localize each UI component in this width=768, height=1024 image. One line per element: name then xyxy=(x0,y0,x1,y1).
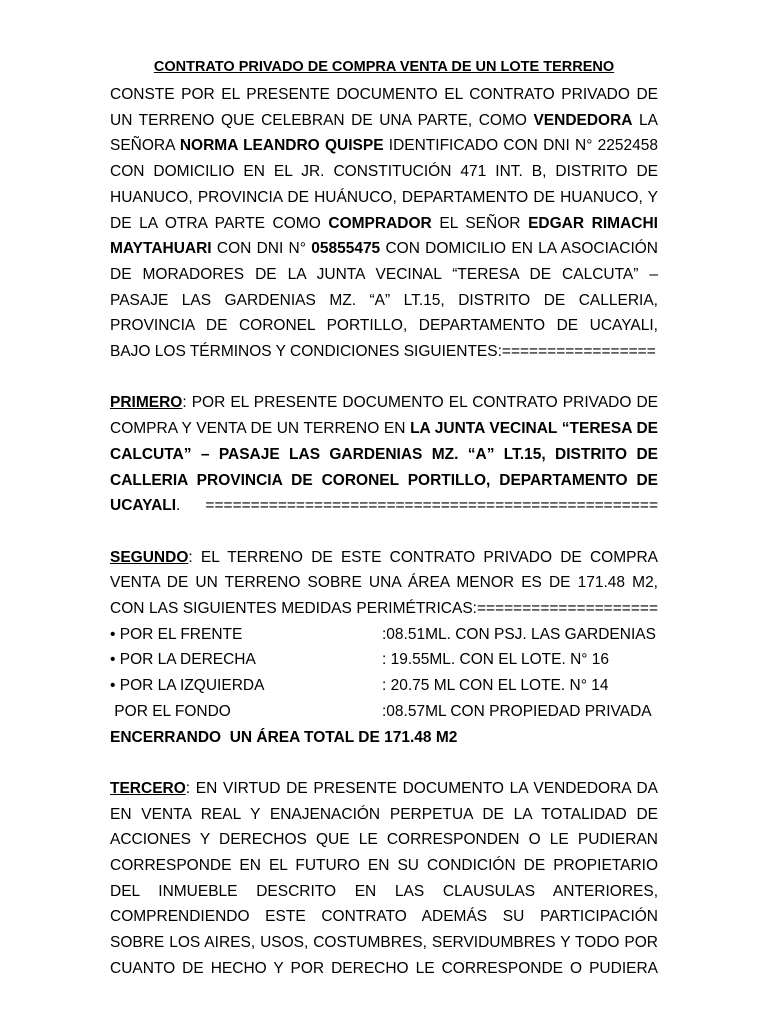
measure-row xyxy=(110,622,658,648)
clause-primero xyxy=(110,390,658,519)
clause-segundo xyxy=(110,545,658,622)
measure-row xyxy=(110,647,658,673)
spacer xyxy=(110,519,658,545)
measure-value: :08.51ML. CON PSJ. LAS GARDENIAS xyxy=(382,625,656,643)
measure-row xyxy=(110,673,658,699)
clause-primero-text-2: . ================================================== xyxy=(176,497,658,515)
intro-text-4: EL SEÑOR xyxy=(431,214,529,232)
intro-text-6: CON DOMICILIO EN LA ASOCIACIÓN DE MORADORES DE LA JUNTA VECINAL “TERESA DE CALCUTA” – PASAJE LAS GARDENIAS MZ. “A” LT.15, DISTRITO DE CALLERIA, PROVINCIA DE CORONEL PORTILLO, DEPARTAMENTO DE UCAYALI, BAJO LOS TÉRMINOS Y CONDICIONES SIGUIENTES:================= xyxy=(110,240,658,361)
measure-label: • POR LA DERECHA xyxy=(110,651,256,669)
measure-label: • POR EL FRENTE xyxy=(110,625,243,643)
property-location: LA JUNTA VECINAL “TERESA DE CALCUTA” – PASAJE LAS GARDENIAS MZ. “A” LT.15, DISTRITO DE CALLERIA PROVINCIA DE CORONEL PORTILLO, DEPARTAMENTO DE UCAYALI xyxy=(110,420,658,515)
clause-segundo-heading: SEGUNDO xyxy=(110,548,189,566)
clause-tercero-heading: TERCERO xyxy=(110,779,186,797)
intro-text-3: IDENTIFICADO CON DNI N° 2252458 CON DOMICILIO EN EL JR. CONSTITUCIÓN 471 INT. B, DISTRITO DE HUANUCO, PROVINCIA DE HUÁNUCO, DEPARTAMENTO DE HUANUCO, Y DE LA OTRA PARTE COMO xyxy=(110,137,658,232)
intro-text-2: LA SEÑORA xyxy=(110,111,658,155)
clause-tercero-text-1: : EN VIRTUD DE PRESENTE DOCUMENTO LA VENDEDORA DA EN VENTA REAL Y ENAJENACIÓN PERPETUA DE LA TOTALIDAD DE ACCIONES Y DERECHOS QUE LE CORRESPONDEN O LE PUDIERAN CORRESPONDE EN EL FUTURO EN SU CONDICIÓN DE PROPIETARIO DEL INMUEBLE DESCRITO EN LAS CLAUSULAS ANTERIORES, COMPRENDIENDO ESTE CONTRATO ADEMÁS SU PARTICIPACIÓN SOBRE LOS AIRES, USOS, COSTUMBRES, SERVIDUMBRES Y TODO POR CUANTO DE HECHO Y POR DERECHO LE CORRESPONDE O PUDIERA xyxy=(110,779,658,977)
buyer-name: EDGAR RIMACHI MAYTAHUARI xyxy=(110,214,658,258)
clause-tercero xyxy=(110,776,658,982)
buyer-dni: 05855475 xyxy=(311,240,381,258)
intro-text-5: CON DNI N° xyxy=(211,240,312,258)
clause-primero-text-1: : POR EL PRESENTE DOCUMENTO EL CONTRATO PRIVADO DE COMPRA Y VENTA DE UN TERRENO EN xyxy=(110,394,658,438)
intro-paragraph xyxy=(110,82,658,365)
measure-row xyxy=(110,699,658,725)
clause-segundo-text-1: : EL TERRENO DE ESTE CONTRATO PRIVADO DE COMPRA VENTA DE UN TERRENO SOBRE UNA ÁREA MENOR ES DE 171.48 M2, CON LAS SIGUIENTES MEDIDAS PERIMÉTRICAS:==================== xyxy=(110,548,658,618)
buyer-role: COMPRADOR xyxy=(328,214,432,232)
measure-value: : 19.55ML. CON EL LOTE. N° 16 xyxy=(382,651,610,669)
measure-value: : 20.75 ML CON EL LOTE. N° 14 xyxy=(382,677,609,695)
measure-label: • POR LA IZQUIERDA xyxy=(110,677,265,695)
document-title: CONTRATO PRIVADO DE COMPRA VENTA DE UN LOTE TERRENO xyxy=(153,59,615,75)
measure-label: POR EL FONDO xyxy=(110,702,231,720)
spacer xyxy=(110,750,658,776)
clause-primero-heading: PRIMERO xyxy=(110,394,183,412)
total-area: ENCERRANDO UN ÁREA TOTAL DE 171.48 M2 xyxy=(110,728,458,746)
measure-value: :08.57ML CON PROPIEDAD PRIVADA xyxy=(382,702,652,720)
seller-name: NORMA LEANDRO QUISPE xyxy=(179,137,384,155)
intro-text-1: CONSTE POR EL PRESENTE DOCUMENTO EL CONTRATO PRIVADO DE UN TERRENO QUE CELEBRAN DE UNA PARTE, COMO xyxy=(110,86,658,129)
seller-role: VENDEDORA xyxy=(533,111,633,129)
spacer xyxy=(110,365,658,391)
